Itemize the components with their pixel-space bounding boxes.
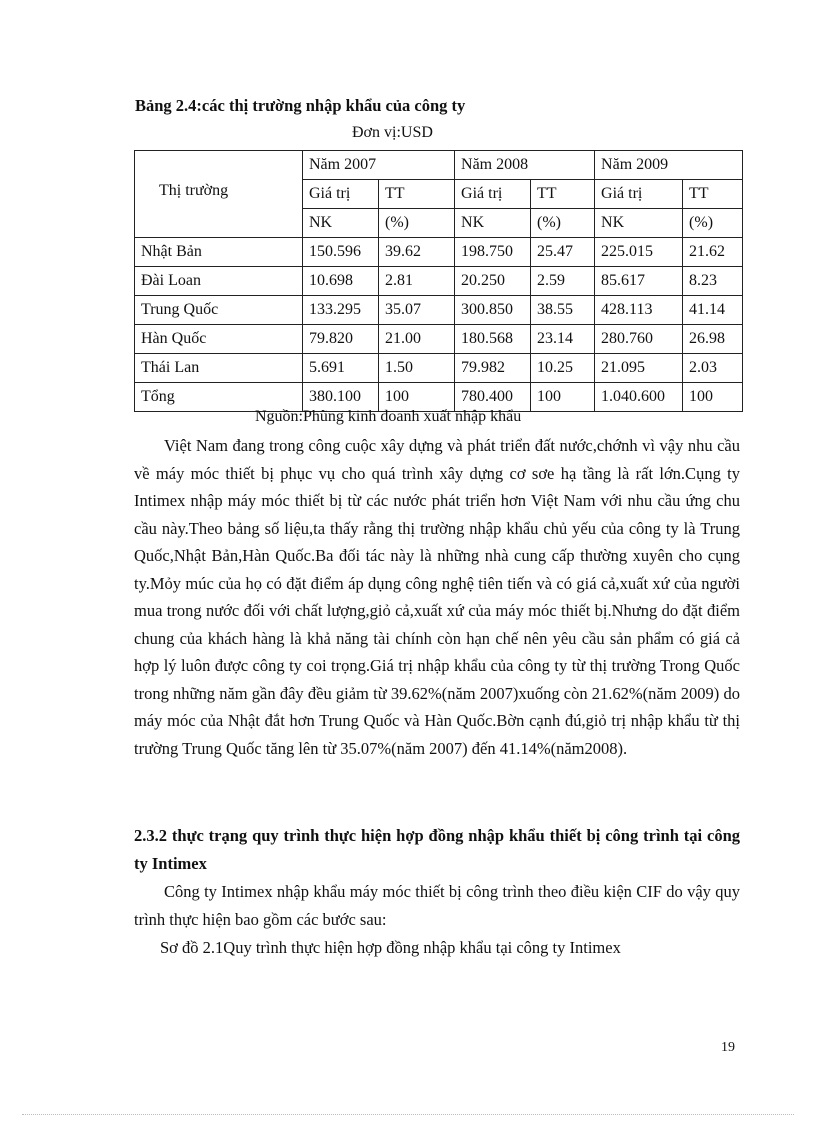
cell-value: 10.698 [303,267,379,296]
row-market: Nhật Bản [135,238,303,267]
year-header-2008: Năm 2008 [455,151,595,180]
cell-value: 79.820 [303,325,379,354]
cell-share: 41.14 [683,296,743,325]
subheader-value-2: NK [595,209,683,238]
subheader-share-2: (%) [379,209,455,238]
cell-value: 225.015 [595,238,683,267]
cell-share: 25.47 [531,238,595,267]
subheader-share: TT [683,180,743,209]
unit-label: Đơn vị:USD [352,124,433,141]
cell-value: 85.617 [595,267,683,296]
cell-share: 100 [379,383,455,412]
cell-value: 21.095 [595,354,683,383]
table-row [135,354,743,383]
cell-share: 1.50 [379,354,455,383]
cell-value: 79.982 [455,354,531,383]
cell-share: 10.25 [531,354,595,383]
table-row [135,267,743,296]
cell-share: 21.00 [379,325,455,354]
cell-value: 780.400 [455,383,531,412]
year-header-2009: Năm 2009 [595,151,743,180]
page-number: 19 [721,1040,735,1055]
cell-value: 150.596 [303,238,379,267]
table-row [135,238,743,267]
cell-share: 2.81 [379,267,455,296]
subheader-share-2: (%) [683,209,743,238]
cell-share: 8.23 [683,267,743,296]
subheader-value-2: NK [455,209,531,238]
cell-share: 2.03 [683,354,743,383]
subheader-share-2: (%) [531,209,595,238]
cell-share: 35.07 [379,296,455,325]
cell-value: 280.760 [595,325,683,354]
cell-value: 380.100 [303,383,379,412]
cell-share: 39.62 [379,238,455,267]
subheader-share: TT [379,180,455,209]
cell-value: 428.113 [595,296,683,325]
import-markets-table [134,150,743,412]
subheader-share: TT [531,180,595,209]
table-row [135,325,743,354]
row-market: Trung Quốc [135,296,303,325]
cell-share: 21.62 [683,238,743,267]
table-header-row [135,151,743,180]
year-header-2007: Năm 2007 [303,151,455,180]
section-heading: 2.3.2 thực trạng quy trình thực hiện hợp đồng nhập khẩu thiết bị công trình tại công ty Intimex [134,826,740,873]
cell-value: 300.850 [455,296,531,325]
row-market: Đài Loan [135,267,303,296]
cell-share: 2.59 [531,267,595,296]
cell-share: 23.14 [531,325,595,354]
diagram-caption: Sơ đồ 2.1Quy trình thực hiện hợp đồng nhập khẩu tại công ty Intimex [160,938,621,957]
cell-value: 180.568 [455,325,531,354]
row-market: Tổng [135,383,303,412]
cell-share: 26.98 [683,325,743,354]
cell-value: 133.295 [303,296,379,325]
cell-value: 20.250 [455,267,531,296]
table-row [135,296,743,325]
cell-share: 100 [683,383,743,412]
market-header: Thị trường [135,151,303,238]
page-bottom-divider [22,1114,794,1115]
subheader-value: Giá trị [455,180,531,209]
row-market: Thái Lan [135,354,303,383]
subheader-value-2: NK [303,209,379,238]
subheader-value: Giá trị [595,180,683,209]
row-market: Hàn Quốc [135,325,303,354]
cell-value: 198.750 [455,238,531,267]
cell-value: 1.040.600 [595,383,683,412]
subheader-value: Giá trị [303,180,379,209]
cell-value: 5.691 [303,354,379,383]
table-source: Nguồn:Phũng kinh doanh xuất nhập khẩu [255,408,522,425]
table-title: Bảng 2.4:các thị trường nhập khẩu của công ty [135,96,466,115]
body-paragraph-1: Việt Nam đang trong công cuộc xây dựng và phát triển đất nước,chớnh vì vậy nhu cầu về máy móc thiết bị phục vụ cho quá trình xây dựng cơ sơe hạ tầng là rất lớn.Cụng ty Intimex nhập máy móc thiết bị từ các nước phát triển hơn Việt Nam với nhu cầu ứng chu cầu này.Theo bảng số liệu,ta thấy rằng thị trường nhập khẩu chủ yếu của công ty là Trung Quốc,Nhật Bản,Hàn Quốc.Ba đối tác này là những nhà cung cấp thường xuyên cho cụng ty.Mỏy múc của họ có đặt điểm áp dụng công nghệ tiên tiến và có giá cả,xuất xứ của người mua trong nước đối với chất lượng,giỏ cả,xuất xứ của máy móc thiết bị.Nhưng do đặt điểm chung của khách hàng là khả năng tài chính còn hạn chế nên yêu cầu sản phẩm có giá cả hợp lý luôn được công ty coi trọng.Giá trị nhập khẩu của công ty từ thị trường Trong Quốc trong những năm gần đây đều giảm từ 39.62%(năm 2007)xuống còn 21.62%(năm 2009) do máy móc của Nhật đắt hơn Trung Quốc và Hàn Quốc.Bờn cạnh đú,giỏ trị nhập khẩu từ thị trường Trung Quốc tăng lên từ 35.07%(năm 2007) đến 41.14%(năm2008). [134,436,740,758]
cell-share: 38.55 [531,296,595,325]
body-paragraph-2: Công ty Intimex nhập khẩu máy móc thiết bị công trình theo điều kiện CIF do vậy quy trình thực hiện bao gồm các bước sau: [134,882,740,929]
cell-share: 100 [531,383,595,412]
